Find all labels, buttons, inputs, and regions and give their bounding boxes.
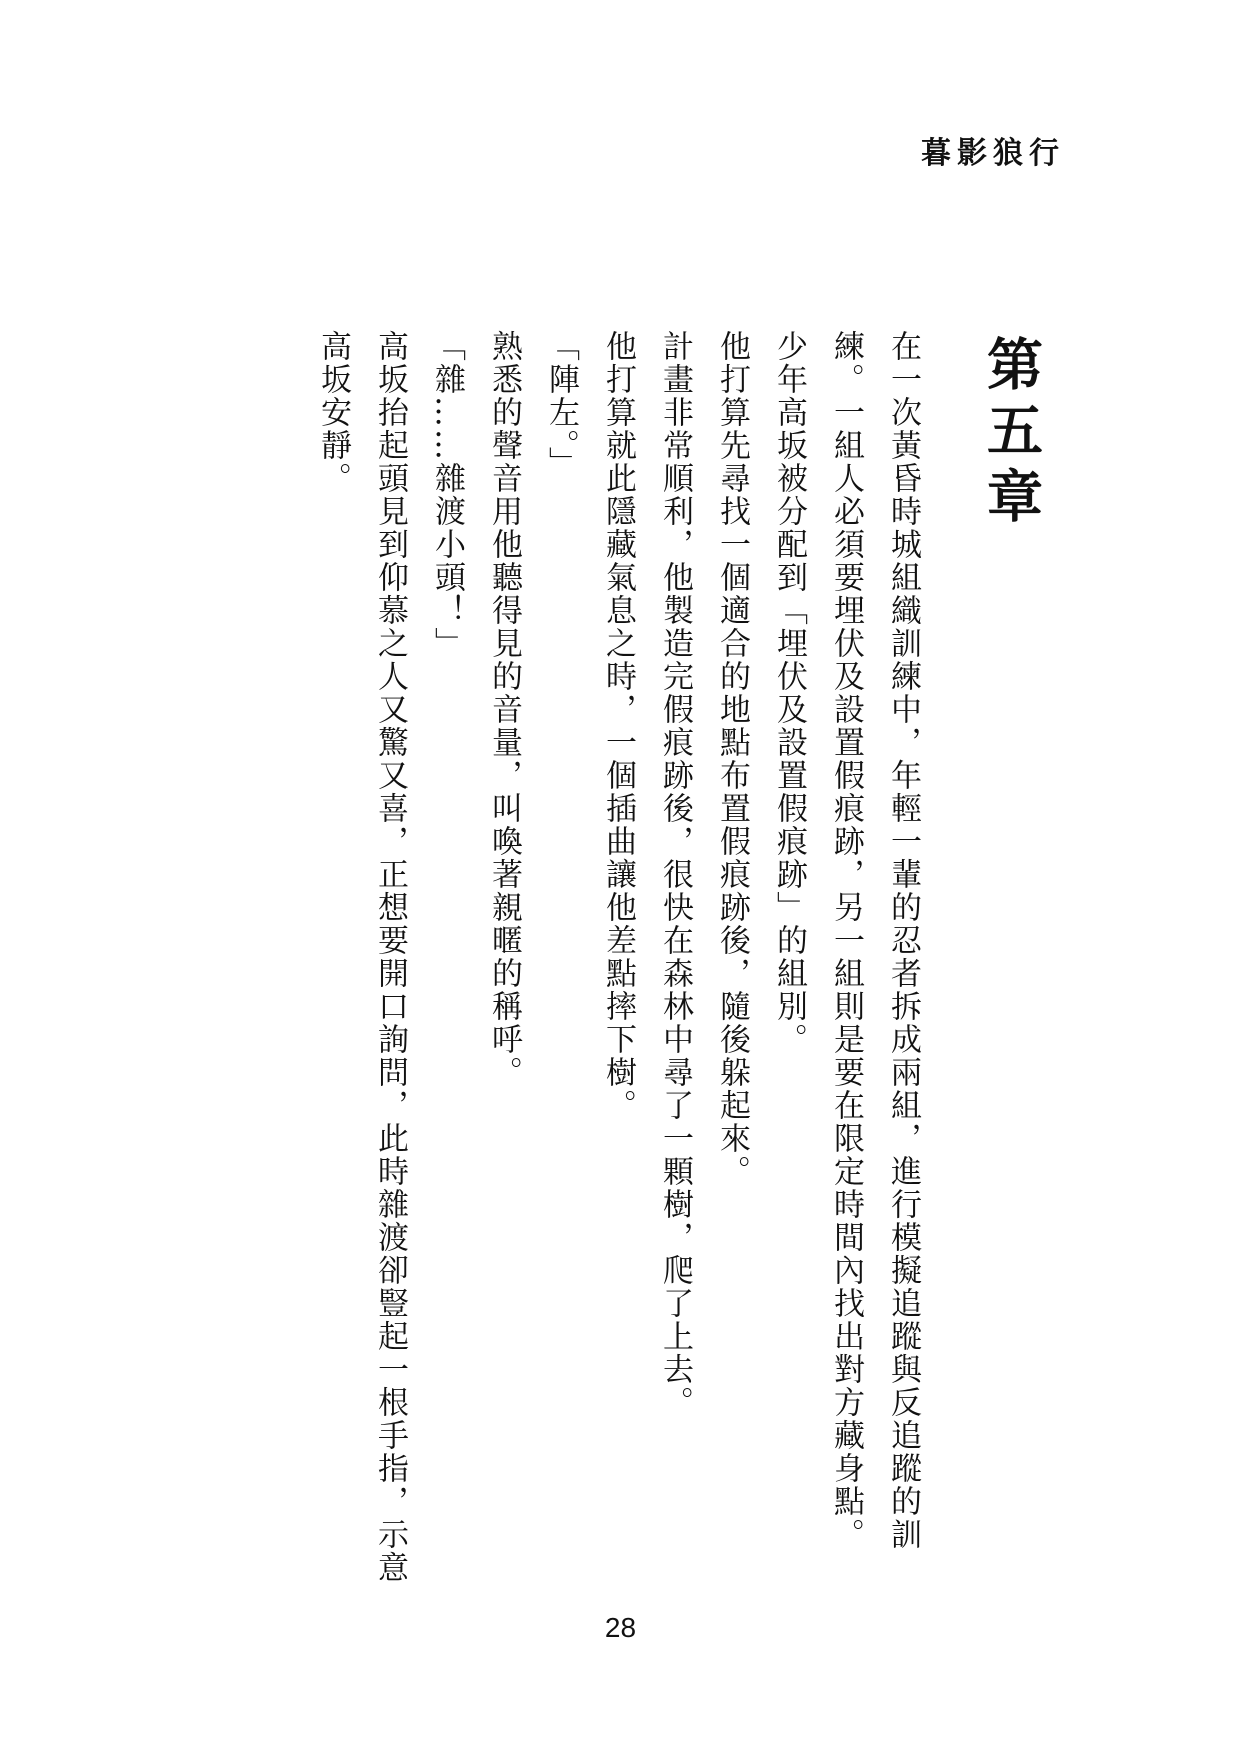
paragraph: 少年高坂被分配到「埋伏及設置假痕跡」的組別。: [771, 330, 807, 1056]
paragraph: 計畫非常順利，他製造完假痕跡後，很快在森林中尋了一顆樹，爬了上去。: [657, 330, 693, 1419]
dialogue-line: 「雜……雜渡小頭！」: [429, 330, 465, 660]
chapter-title: 第五章: [978, 335, 1044, 533]
paragraph: 高坂抬起頭見到仰慕之人又驚又喜，正想要開口詢問，此時雜渡卻豎起一根手指，示意高坂安靜。: [315, 330, 408, 1584]
dialogue-line: 「陣左。」: [543, 330, 579, 480]
paragraph: 他打算先尋找一個適合的地點布置假痕跡後，隨後躲起來。: [714, 330, 750, 1188]
page-number: 28: [604, 1612, 637, 1643]
chapter-body-text: [311, 330, 931, 1590]
book-title-header: 暮影狼行: [921, 136, 1065, 171]
paragraph: 在一次黃昏時城組織訓練中，年輕一輩的忍者拆成兩組，進行模擬追蹤與反追蹤的訓練。一組人必須要埋伏及設置假痕跡，另一組則是要在限定時間內找出對方藏身點。: [828, 330, 921, 1551]
paragraph: 熟悉的聲音用他聽得見的音量，叫喚著親暱的稱呼。: [486, 330, 522, 1089]
paragraph: 他打算就此隱藏氣息之時，一個插曲讓他差點摔下樹。: [600, 330, 636, 1122]
